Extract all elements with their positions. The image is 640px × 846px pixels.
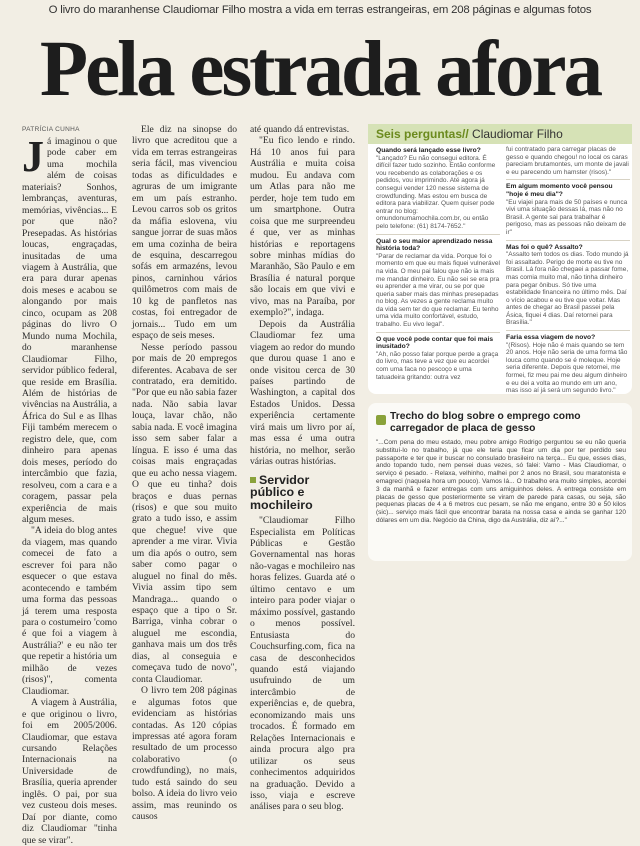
divider — [376, 332, 500, 333]
paragraph: Ele diz na sinopse do livro que acreditou que a vida em terras estrangeiras seria fácil, mas vivenciou todas as dificuldades e agruras de um imigrante em um país estranho. Levou carros sob os gritos da máfia eslovena, viu sangue jorrar de suas mãos em uma cozinha de beira de esquina, descarregou sofás em armazéns, levou pinos, carninhou vários quilômetros com mais de 10 kg de panfletos nas costas, foi entregador de jornais... Tudo em um espaço de seis meses. — [132, 124, 237, 342]
question: Em algum momento você pensou "hoje é meu dia"? — [506, 183, 613, 198]
divider — [376, 234, 500, 235]
blog-excerpt-title: Trecho do blog sobre o emprego como carregador de placa de gesso — [390, 411, 581, 434]
article-column-1 — [22, 132, 117, 846]
answer: "Lançado? Eu não consegui editora. É difícil fazer tudo sozinho. Então conforme vou recebendo as colaborações e os pedidos, vou imprimindo. Até agora já consegui vender 120 nesse sistema de crowdfunding. Mas estou em busca de editora para viabilizar. Quem quiser pode entrar no blog: omundonumamochila.com.br, ou então pelo telefone: (61) 8174-7652." — [376, 154, 496, 230]
sidebar-header — [368, 124, 632, 144]
blog-excerpt-text: "...Com pena do meu estado, meu pobre amigo Rodrigo perguntou se eu não queria substituí-lo no trabalho, já que ele teria que ficar um dia por ter perdido seu passaporte e ter que ir buscar no consulado brasileiro na terça... Eu que, esses dias, ando topando tudo, nem pensei duas vezes, só falei: Vamo - Mas Claudiomar, o serviço é pesado. - Relaxa, velhinho, malhei por 2 anos no Brasil, sou maratonista e emagreci (naquela hora um pouco). Vamos lá... O trabalho era muito simples, acordei 3 da manhã e fazer entregas com uns amiguinhos deles. A entrega consiste em placas de gesso que posteriormente se viram de parede para casas, ou seja, são pequenas placas de 4 a 6 metros cuc pesam, se não me engano, entre 30 e 50 kilos (sic)... serviço mais fácil que encontrar barata na nossa casa e ainda se ganhar 120 dólares em um dia. Negócio da China, digo da Austrália, diz aí?..." — [376, 439, 626, 524]
answer: fui contratado para carregar placas de gesso e quando chegou! no local os caras pareciam brutamontes, um monte de javali e eu parecendo um hamster (risos)." — [506, 146, 629, 176]
article-headline: Pela estrada afora — [39, 26, 601, 113]
sidebar-right-column — [506, 146, 630, 395]
six-questions-sidebar — [368, 124, 632, 394]
drop-cap: J — [22, 132, 44, 181]
article-byline: PATRÍCIA CUNHA — [22, 126, 80, 133]
paragraph: Depois da Austrália Claudiomar fez uma viagem ao redor do mundo que durou quase 1 ano e onde visitou cerca de 30 países partindo de Washington, a capital dos Estados Unidos. Dessa experiência certamente virá mais um livro por aí, mas essa é uma outra história, no melhor, serão várias outras histórias. — [250, 318, 355, 468]
divider — [506, 240, 630, 241]
square-bullet-icon — [250, 477, 256, 483]
divider — [506, 330, 630, 331]
sidebar-title-name: Claudiomar Filho — [468, 127, 563, 141]
paragraph: A viagem à Austrália, e que originou o livro, foi em 2005/2006. Claudiomar, que estava cursando Relações Internacionais na Universidade de Brasília, queria aprender inglês. O pai, por sua vez custeou dois meses. Daí por diante, como diz Claudiomar "tinha que se virar". — [22, 697, 117, 846]
subhead-text: Servidor público e mochileiro — [250, 472, 313, 512]
question: Faria essa viagem de novo? — [506, 334, 596, 342]
paragraph: Nesse período passou por mais de 20 empregos diferentes. Acabava de ser contratado, era demitido. "Por que eu não sabia fazer nada. Não sabia lavar louça, lavar chão, não sabia nada. E você imagina isso sem saber falar a língua. E isso é uma das coisas mais engraçadas que eu acho nessa viagem. O que eu tinha? dois braços e duas pernas (risos) e que sou muito grato a tudo isso, e assim que chegue! vive que aprender a me virar. Vivia um dia após o outro, sem saber como pagar o aluguel no final do mês. Vivia assim tipo sem Mandraga... quando o espaço que a tipo o Sr. Barriga, vinha cobrar o aluguel me escondia, ganhava mais um dos três dias, al conseguia e começava tudo de novo", conta Claudiomar. — [132, 341, 237, 685]
section-subhead — [250, 474, 355, 512]
sidebar-body — [368, 146, 632, 395]
sidebar-title-bold: Seis perguntas// — [376, 127, 469, 141]
lead-text: á imaginou o que pode caber em uma mochila além de coisas materiais? Sonhos, lembranças, aventuras, memórias, vivências... E por que não? Presepadas. As histórias loucas, engraçadas, inusitadas de uma viagem à Austrália, que era para durar apenas dois meses e acabou se alongando por mais cinco, ocupam as 208 páginas do livro O Mundo numa Mochila, do maranhense Claudiomar Filho, servidor público federal, que reside em Brasília. Além de histórias de vivências na Austrália, a África do Sul e as Ilhas Fiji também merecem o registro dele, que, com dinheiro para apenas dois meses, período do intercâmbio que fazia, resolveu, com a cara e a coragem, passar pela experiência de mais algum meses. — [22, 136, 117, 525]
answer: "(Risos). Hoje não é mais quando se tem 20 anos. Hoje não seria de uma forma tão louca como quando se é moleque. Hoje seria diferente. Depois que retornei, me formei, fiz meu pai me deu algum dinheiro e eu dei a volta ao mundo em um ano, mas isso aí já será um segundo livro." — [506, 341, 628, 395]
blog-excerpt-box — [368, 403, 632, 561]
divider — [506, 179, 630, 180]
paragraph: "A ideia do blog antes da viagem, mas quando comecei de fato a escrever foi para não esquecer o que estava acontecendo e também uma forma das pessoas já terem uma resposta para o costumeiro 'como é que foi a viagem à Austrália?' e eu não ter que repetir a história um milhão de vezes (risos)", comenta Claudiomar. — [22, 525, 117, 697]
answer: "Parar de reclamar da vida. Porque foi o momento em que eu mais fiquei vulnerável na vida. O meu pai falou que não ia mais me mandar dinheiro. Eu não sei se era pra eu aprender a me virar, ou se por que queria saber mais das minhas presepadas no blog. As vezes a gente reclama muito da vida sem ter do que reclamar. Eu tenho uma vida muito confortável, estudo, trabalho. Eu vivo legal". — [376, 252, 500, 329]
square-bullet-icon — [376, 415, 386, 425]
question: Quando será lançado esse livro? — [376, 147, 481, 154]
answer: "Assalto tem todos os dias. Todo mundo já foi assaltado. Perigo de morte eu tive no Brasil. Lá fora não chegaei a passar fome, mas comia muito mal, não tinha dinheiro para pegar ônibus. Só tive uma estabilidade financeira no último mês. Daí o vício acabou e eu tive que voltar. Mas antes de chegar ao Brasil passei pela Ásica, fiquei 4 dias. Daí retornei para Brasília." — [506, 251, 629, 327]
lead-paragraph — [22, 132, 117, 525]
article-subtitle: O livro do maranhense Claudiomar Filho mostra a vida em terras estrangeiras, em 208 páginas e algumas fotos — [48, 4, 592, 16]
question: Qual o seu maior aprendizado nessa história toda? — [376, 237, 493, 253]
article-column-3 — [250, 124, 355, 813]
paragraph: "Eu fico lendo e rindo. Há 10 anos fui para Austrália e muita coisa mudou. Eu andava com um Atlas para não me perder, hoje tem tudo em um smartphone. Outra coisa que me surpreendeu é que, ver as minhas histórias e reportagens sobre minhas mídias do Maranhão, São Paulo e em Brasília é natural porque são locais em que vivi e vivo, mas na Paraíba, por exemplo?", indaga. — [250, 135, 355, 319]
article-column-2 — [132, 124, 237, 823]
paragraph: até quando dá entrevistas. — [250, 124, 350, 135]
question: O que você pode contar que foi mais inusitado? — [376, 335, 494, 351]
answer: "Eu viajei para mais de 50 países e nunca vivi uma situação dessas lá, mas não no Brasil. A gente sai para trabalhar é perigoso, mas as pessoas não deixam de ir" — [506, 198, 628, 236]
answer: "Ah, não posso falar porque perde a graça do livro, mas teve a vez que eu acordei com uma faca no pescoço e uma tatuadeira gritando: outra vez — [376, 350, 499, 381]
sidebar-left-column — [376, 146, 500, 392]
paragraph: O livro tem 208 páginas e algumas fotos que evidenciam as histórias contadas. As 120 cópias impressas até agora foram resultado de um processo colaborativo (o crowdfunding), no mais, tudo está saindo do seu bolso. A ideia do livro veio assim, mas reunindo os causos — [132, 685, 237, 823]
paragraph: "Claudiomar Filho Especialista em Políticas Públicas e Gestão Governamental nas horas não-vagas e mochileiro nas horas felizes. Guarda até o último centavo e um inteiro para poder viajar o máximo possível, gastando o menos possível. Entusiasta do Couchsurfing.com, fica na casa de desconhecidos quando está viajando usufruindo de um intercâmbio de experiências e, de quebra, economizando mais uns trocados. É formado em Relações Internacionais e ainda procura algo pra utilizar os seus conhecimentos adquiridos na graduação. Devido a isso, viaja e escreve análises para o seu blog. — [250, 515, 355, 813]
question: Mas foi o quê? Assalto? — [506, 243, 583, 251]
